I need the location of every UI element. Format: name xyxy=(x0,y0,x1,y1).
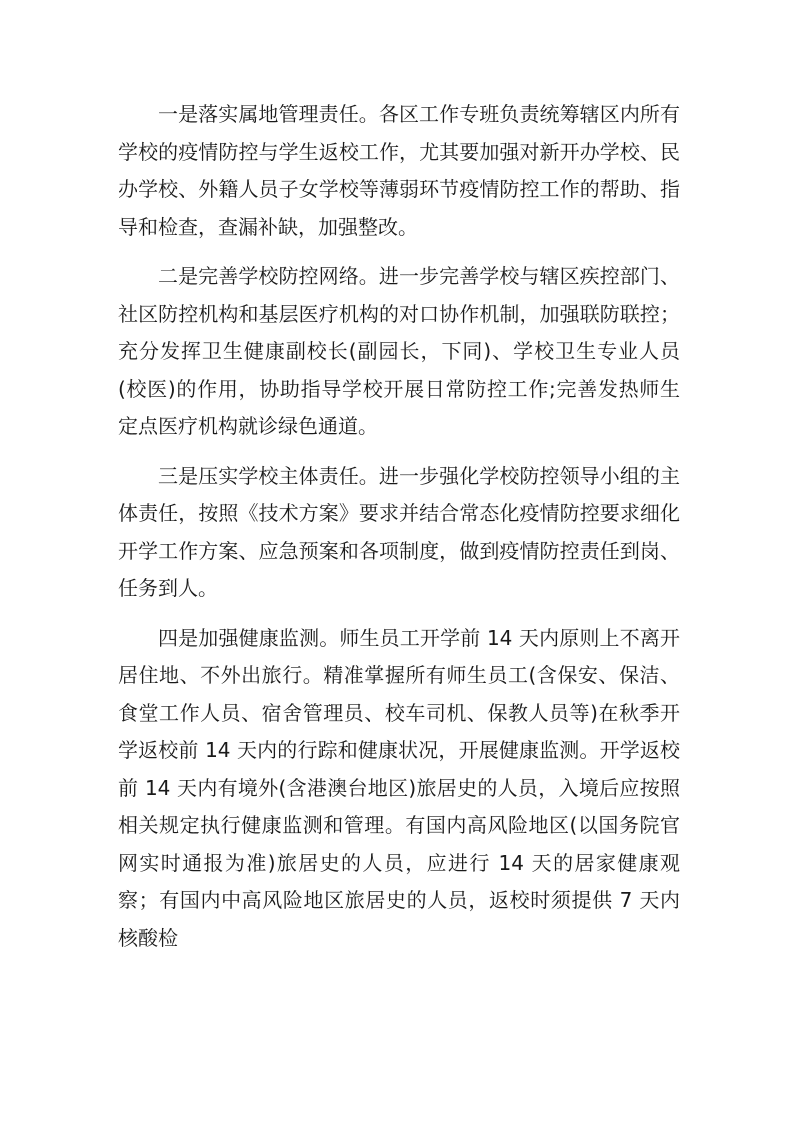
paragraph-school-responsibility: 三是压实学校主体责任。进一步强化学校防控领导小组的主体责任，按照《技术方案》要求并结合常态化疫情防控要求细化开学工作方案、应急预案和各项制度，做到疫情防控责任到岗、任务到人。 xyxy=(118,463,680,600)
paragraph-prevention-network: 二是完善学校防控网络。进一步完善学校与辖区疾控部门、社区防控机构和基层医疗机构的对口协作机制，加强联防联控；充分发挥卫生健康副校长(副园长，下同)、学校卫生专业人员(校医)的作用，协助指导学校开展日常防控工作;完善发热师生定点医疗机构就诊绿色通道。 xyxy=(118,264,680,438)
paragraph-territorial-responsibility: 一是落实属地管理责任。各区工作专班负责统筹辖区内所有学校的疫情防控与学生返校工作，尤其要加强对新开办学校、民办学校、外籍人员子女学校等薄弱环节疫情防控工作的帮助、指导和检查，查漏补缺，加强整改。 xyxy=(118,102,680,239)
document-body xyxy=(118,96,680,957)
paragraph-health-monitoring: 四是加强健康监测。师生员工开学前 14 天内原则上不离开居住地、不外出旅行。精准掌握所有师生员工(含保安、保洁、食堂工作人员、宿舍管理员、校车司机、保教人员等)在秋季开学返校前 14 天内的行踪和健康状况，开展健康监测。开学返校前 14 天内有境外(含港澳台地区)旅居史的人员，入境后应按照相关规定执行健康监测和管理。有国内高风险地区(以国务院官网实时通报为准)旅居史的人员，应进行 14 天的居家健康观察；有国内中高风险地区旅居史的人员，返校时须提供 7 天内核酸检 xyxy=(118,625,680,950)
